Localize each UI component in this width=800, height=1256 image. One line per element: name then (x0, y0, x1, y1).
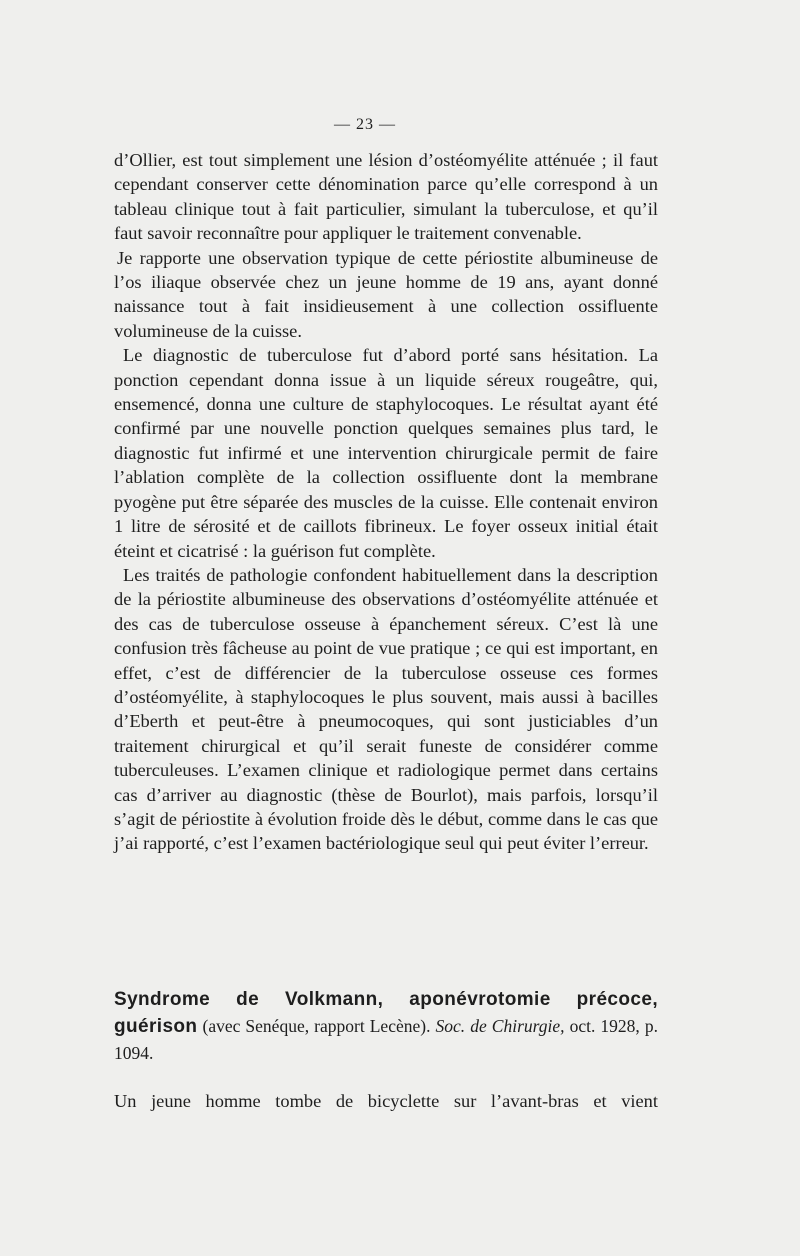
section-date: oct. 1928, p. 1094. (114, 1016, 658, 1063)
body-text (114, 148, 658, 856)
section-reference: (avec Senéque, rapport Lecène). (197, 1016, 436, 1036)
paragraph-2: Je rapporte une observation typique de cette périostite albumineuse de l’os iliaque observée chez un jeune homme de 19 ans, ayant donné naissance tout à fait insidieusement à une collection ossifluente volumineuse de la cuisse. (114, 247, 658, 341)
section-title: Syndrome de Volkmann, aponévrotomie précoce, guérison (114, 989, 658, 1037)
section-heading (114, 986, 658, 1066)
paragraph-1: d’Ollier, est tout simplement une lésion d’ostéomyélite atténuée ; il faut cependant conserver cette dénomination parce qu’elle correspond à un tableau clinique tout à fait particulier, simulant la tuberculose, et qu’il faut savoir reconnaître pour appliquer le traitement convenable. (114, 150, 658, 244)
paragraph-3: Le diagnostic de tuberculose fut d’abord porté sans hésitation. La ponction cependant donna issue à un liquide séreux rougeâtre, qui, ensemencé, donna une culture de staphylocoques. Le résultat ayant été confirmé par une nouvelle ponction quelques semaines plus tard, le diagnostic fut infirmé et une intervention chirurgicale permit de faire l’ablation complète de la collection ossifluente dont la membrane pyogène put être séparée des muscles de la cuisse. Elle contenait environ 1 litre de sérosité et de caillots fibrineux. Le foyer osseux initial était éteint et cicatrisé : la guérison fut complète. (114, 345, 658, 561)
final-paragraph-block (114, 1089, 658, 1113)
page-number: — 23 — (334, 116, 396, 133)
final-paragraph: Un jeune homme tombe de bicyclette sur l’avant-bras et vient (114, 1091, 658, 1111)
paragraph-4: Les traités de pathologie confondent habituellement dans la description de la périostite albumineuse des observations d’ostéomyélite atténuée et des cas de tuberculose osseuse à épanchement séreux. C’est là une confusion très fâcheuse au point de vue pratique ; ce qui est important, en effet, c’est de différencier de la tuberculose osseuse ces formes d’ostéomyélite, à staphylocoques le plus souvent, mais aussi à bacilles d’Eberth et peut-être à pneumocoques, qui sont justiciables d’un traitement chirurgical et qu’il serait funeste de considérer comme tuberculeuses. L’examen clinique et radiologique permet dans certains cas d’arriver au diagnostic (thèse de Bourlot), mais parfois, lorsqu’il s’agit de périostite à évolution froide dès le début, comme dans le cas que j’ai rapporté, c’est l’examen bactériologique seul qui peut éviter l’erreur. (114, 564, 658, 854)
section-journal: Soc. de Chirurgie, (435, 1016, 565, 1036)
